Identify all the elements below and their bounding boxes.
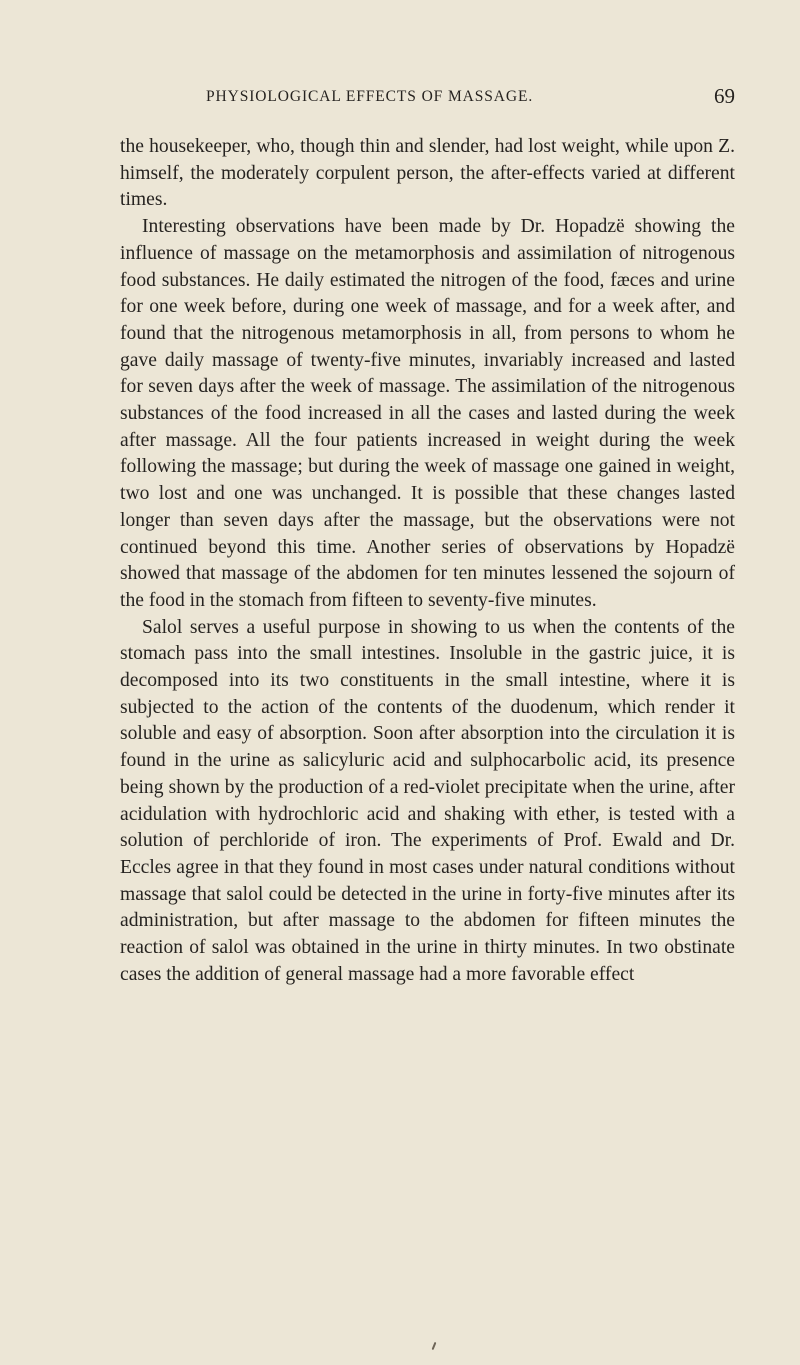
page-number: 69: [714, 84, 735, 108]
paragraph-salol: Salol serves a useful purpose in showing to us when the contents of the stomach pass into the small intestines. Insoluble in the gastric juice, it is decomposed into its two constituents in the small intestine, where it is subjected to the action of the contents of the duodenum, which render it soluble and easy of absorption. Soon after absorption into the circulation it is found in the urine as salicyluric acid and sulphocarbolic acid, its presence being shown by the production of a red-violet precipitate when the urine, after acidulation with hydrochloric acid and shaking with ether, is tested with a solution of perchloride of iron. The experiments of Prof. Ewald and Dr. Eccles agree in that they found in most cases under natural conditions without massage that salol could be detected in the urine in forty-five minutes after its administration, but after massage to the abdomen for fifteen minutes the reaction of salol was obtained in the urine in thirty minutes. In two obstinate cases the addition of general massage had a more favorable effect: [120, 616, 735, 985]
paragraph-continuation: the housekeeper, who, though thin and slender, had lost weight, while upon Z. himself, the moderately corpulent person, the after-effects varied at different times.: [120, 136, 735, 211]
page-header: [120, 86, 735, 114]
paragraph-hopadze-observations: Interesting observations have been made by Dr. Hopadzë showing the influence of massage on the metamorphosis and assimilation of nitrogenous food substances. He daily estimated the nitrogen of the food, fæces and urine for one week before, during one week of massage, and for a week after, and found that the nitrogenous metamorphosis in all, from persons to whom he gave daily massage of twenty-five minutes, invariably increased and lasted for seven days after the week of massage. The assimilation of the nitrogenous substances of the food increased in all the cases and lasted during the week after massage. All the four patients increased in weight during the week following the massage; but during the week of massage one gained in weight, two lost and one was unchanged. It is possible that these changes lasted longer than seven days after the massage, but the observations were not continued beyond this time. Another series of observations by Hopadzë showed that massage of the abdomen for ten minutes lessened the sojourn of the food in the stomach from fifteen to seventy-five minutes.: [120, 216, 735, 611]
ink-speck: [432, 1342, 437, 1350]
running-head: PHYSIOLOGICAL EFFECTS OF MASSAGE.: [206, 88, 534, 105]
body-text: [120, 134, 735, 989]
